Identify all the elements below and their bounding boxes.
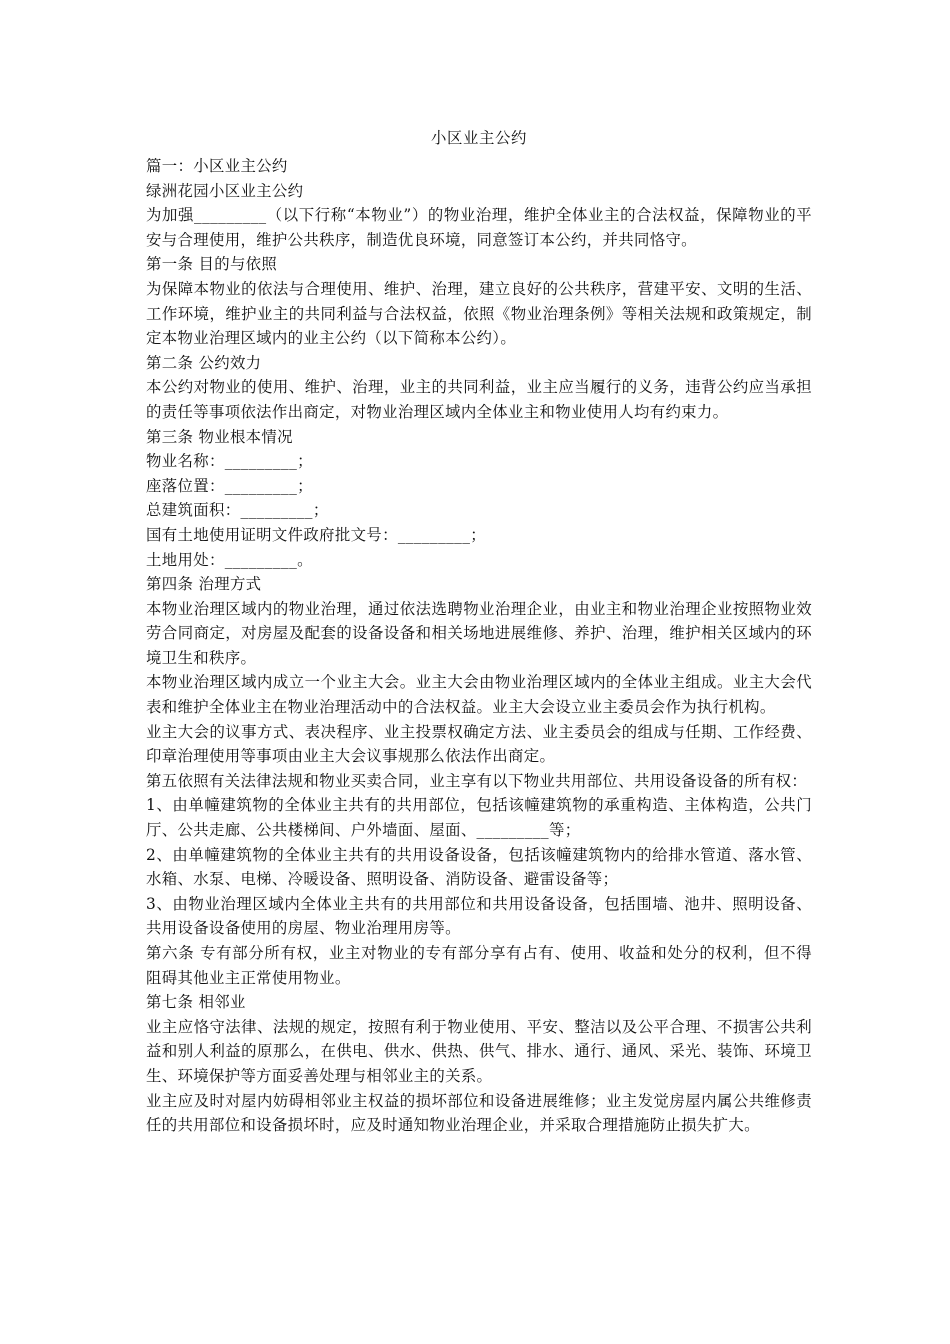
paragraph: 第五依照有关法律法规和物业买卖合同，业主享有以下物业共用部位、共用设备设备的所有权： — [146, 771, 808, 790]
subtitle-line: 篇一：小区业主公约 — [146, 157, 288, 175]
form-field-line: 总建筑面积：_________； — [146, 501, 329, 520]
section-heading: 第七条 相邻业 — [146, 993, 246, 1012]
paragraph: 为保障本物业的依法与合理使用、维护、治理，建立良好的公共秩序，营建平安、文明的生活、工作环境，维护业主的共同利益与合法权益，依照《物业治理条例》等相关法规和政策规定，制定本物业治理区域内的业主公约（以下简称本公约）。 — [146, 279, 812, 348]
document-page — [146, 122, 812, 1138]
list-item: 1、由单幢建筑物的全体业主共有的共用部位，包括该幢建筑物的承重构造、主体构造，公共门厅、公共走廊、公共楼梯间、户外墙面、屋面、_________等； — [146, 796, 812, 840]
subtitle-line: 绿洲花园小区业主公约 — [146, 181, 304, 200]
paragraph: 本物业治理区域内的物业治理，通过依法选聘物业治理企业，由业主和物业治理企业按照物业效劳合同商定，对房屋及配套的设备设备和相关场地进展维修、养护、治理，维护相关区域内的环境卫生和秩序。 — [146, 599, 812, 667]
section-heading: 第三条 物业根本情况 — [146, 427, 293, 446]
form-field-line: 物业名称：_________； — [146, 452, 313, 471]
section-heading: 第四条 治理方式 — [146, 575, 262, 594]
paragraph: 业主大会的议事方式、表决程序、业主投票权确定方法、业主委员会的组成与任期、工作经费、印章治理使用等事项由业主大会议事规那么依法作出商定。 — [146, 722, 812, 766]
form-field-line: 座落位置：_________； — [146, 476, 313, 495]
paragraph: 业主应恪守法律、法规的规定，按照有利于物业使用、平安、整洁以及公平合理、不损害公共利益和别人利益的原那么，在供电、供水、供热、供气、排水、通行、通风、采光、装饰、环境卫生、环境保护等方面妥善处理与相邻业主的关系。 — [146, 1017, 812, 1085]
paragraph: 本公约对物业的使用、维护、治理，业主的共同利益，业主应当履行的义务，违背公约应当承担的责任等事项依法作出商定，对物业治理区域内全体业主和物业使用人均有约束力。 — [146, 378, 812, 421]
paragraph: 第六条 专有部分所有权，业主对物业的专有部分享有占有、使用、收益和处分的权利，但不得阻碍其他业主正常使用物业。 — [146, 944, 812, 987]
document-title: 小区业主公约 — [431, 129, 527, 147]
form-field-line: 国有土地使用证明文件政府批文号：_________； — [146, 525, 486, 544]
list-item: 3、由物业治理区域内全体业主共有的共用部位和共用设备设备，包括围墙、池井、照明设备、共用设备设备使用的房屋、物业治理用房等。 — [146, 894, 812, 938]
section-heading: 第二条 公约效力 — [146, 353, 262, 372]
paragraph: 业主应及时对屋内妨碍相邻业主权益的损坏部位和设备进展维修；业主发觉房屋内属公共维修责任的共用部位和设备损坏时，应及时通知物业治理企业，并采取合理措施防止损失扩大。 — [146, 1091, 812, 1135]
paragraph: 本物业治理区域内成立一个业主大会。业主大会由物业治理区域内的全体业主组成。业主大会代表和维护全体业主在物业治理活动中的合法权益。业主大会设立业主委员会作为执行机构。 — [146, 673, 812, 717]
paragraph: 为加强_________（以下行称“本物业”）的物业治理，维护全体业主的合法权益，保障物业的平安与合理使用，维护公共秩序，制造优良环境，同意签订本公约，并共同恪守。 — [146, 206, 812, 249]
section-heading: 第一条 目的与依照 — [146, 255, 278, 274]
form-field-line: 土地用处：_________。 — [146, 550, 313, 569]
list-item: 2、由单幢建筑物的全体业主共有的共用设备设备，包括该幢建筑物内的给排水管道、落水管、水箱、水泵、电梯、冷暖设备、照明设备、消防设备、避雷设备等； — [146, 845, 812, 889]
